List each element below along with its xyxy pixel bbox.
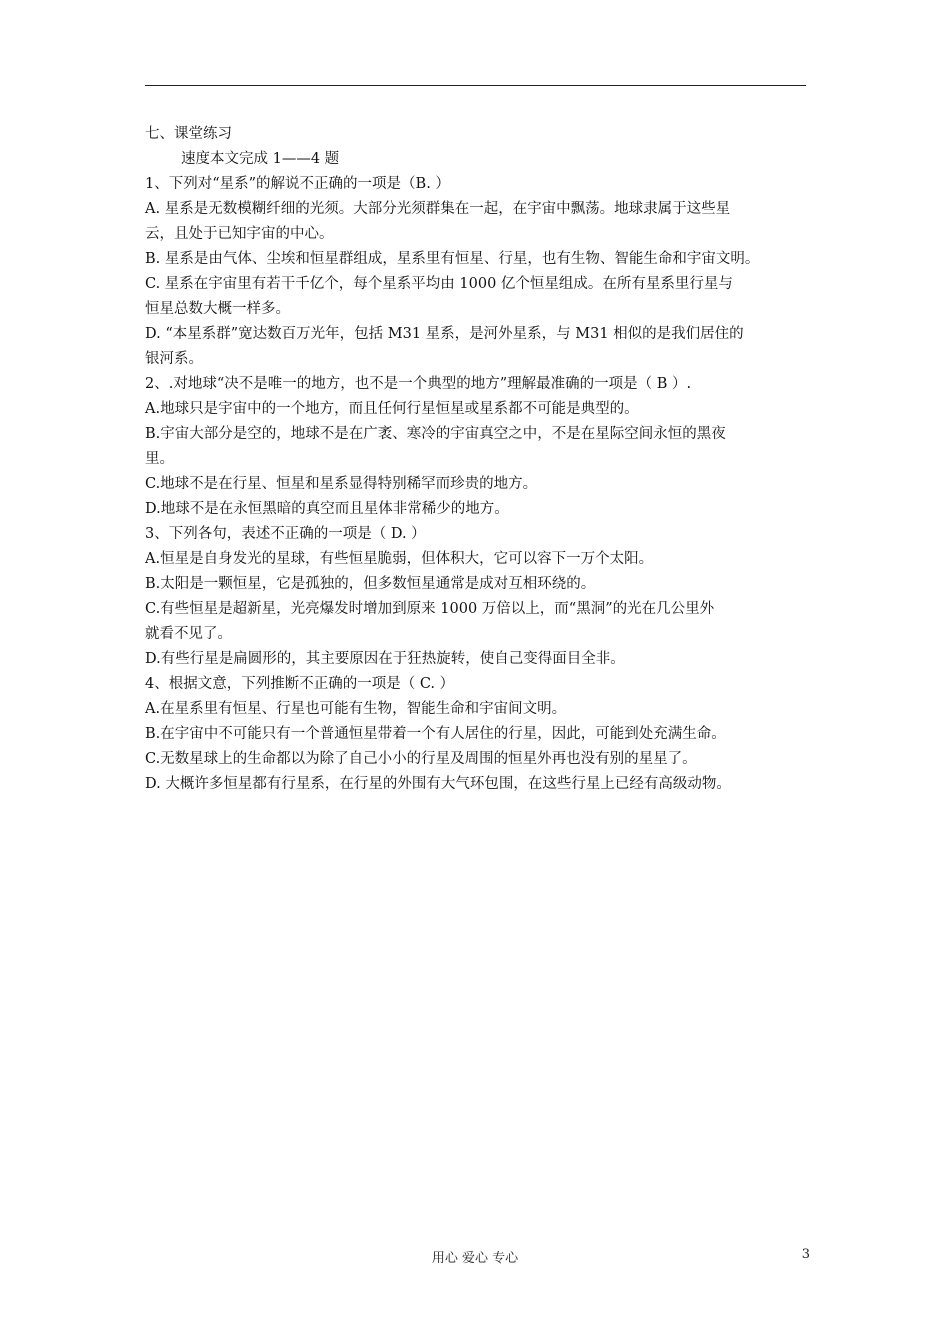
question-2-option-b: B.宇宙大部分是空的，地球不是在广袤、寒冷的宇宙真空之中，不是在星际空间永恒的黑夜 [145,426,726,442]
section-heading: 七、课堂练习 [145,126,232,142]
question-4-option-c: C.无数星球上的生命都以为除了自己小小的行星及周围的恒星外再也没有别的星星了。 [145,751,697,767]
question-1-option-c-cont: 恒星总数大概一样多。 [145,301,290,317]
question-3-option-c: C.有些恒星是超新星，光亮爆发时增加到原来 1000 万倍以上，而“黑洞”的光在几公里外 [145,601,715,617]
footer-text: 用心 爱心 专心 [431,1251,519,1266]
question-2-option-b-cont: 里。 [145,451,174,467]
question-1-option-d-cont: 银河系。 [145,351,203,367]
question-2-option-a: A.地球只是宇宙中的一个地方，而且任何行星恒星或星系都不可能是典型的。 [145,401,639,417]
question-3-option-c-cont: 就看不见了。 [145,626,232,642]
question-2: 2、.对地球“决不是唯一的地方，也不是一个典型的地方”理解最准确的一项是（ B ）. [145,376,692,392]
question-1-option-a: A. 星系是无数模糊纤细的光须。大部分光须群集在一起，在宇宙中飘荡。地球隶属于这些星 [145,201,731,217]
question-1-option-a-cont: 云，且处于已知宇宙的中心。 [145,226,334,242]
question-1-option-b: B. 星系是由气体、尘埃和恒星群组成，星系里有恒星、行星，也有生物、智能生命和宇宙文明。 [145,251,760,267]
page-number: 3 [801,1247,810,1262]
question-1: 1、下列对“星系”的解说不正确的一项是（B. ） [145,176,450,192]
question-3-option-d: D.有些行星是扁圆形的，其主要原因在于狂热旋转，使自己变得面目全非。 [145,651,625,667]
question-2-option-d: D.地球不是在永恒黑暗的真空而且星体非常稀少的地方。 [145,501,509,517]
question-3-option-a: A.恒星是自身发光的星球，有些恒星脆弱，但体积大，它可以容下一万个太阳。 [145,551,654,567]
question-4: 4、根据文意，下列推断不正确的一项是（ C. ） [145,676,455,692]
question-2-option-c: C.地球不是在行星、恒星和星系显得特别稀罕而珍贵的地方。 [145,476,538,492]
question-3: 3、下列各句，表述不正确的一项是（ D. ） [145,526,426,542]
question-4-option-b: B.在宇宙中不可能只有一个普通恒星带着一个有人居住的行星，因此，可能到处充满生命。 [145,726,726,742]
question-3-option-b: B.太阳是一颗恒星，它是孤独的，但多数恒星通常是成对互相环绕的。 [145,576,596,592]
instruction-line: 速度本文完成 1——4 题 [181,151,340,167]
document-body [145,122,815,797]
header-rule [145,85,806,86]
question-1-option-d: D. “本星系群”宽达数百万光年，包括 M31 星系，是河外星系，与 M31 相似的是我们居住的 [145,326,744,342]
question-4-option-a: A.在星系里有恒星、行星也可能有生物，智能生命和宇宙间文明。 [145,701,567,717]
question-1-option-c: C. 星系在宇宙里有若干千亿个，每个星系平均由 1000 亿个恒星组成。在所有星系里行星与 [145,276,733,292]
question-4-option-d: D. 大概许多恒星都有行星系，在行星的外围有大气环包围，在这些行星上已经有高级动物。 [145,776,731,792]
